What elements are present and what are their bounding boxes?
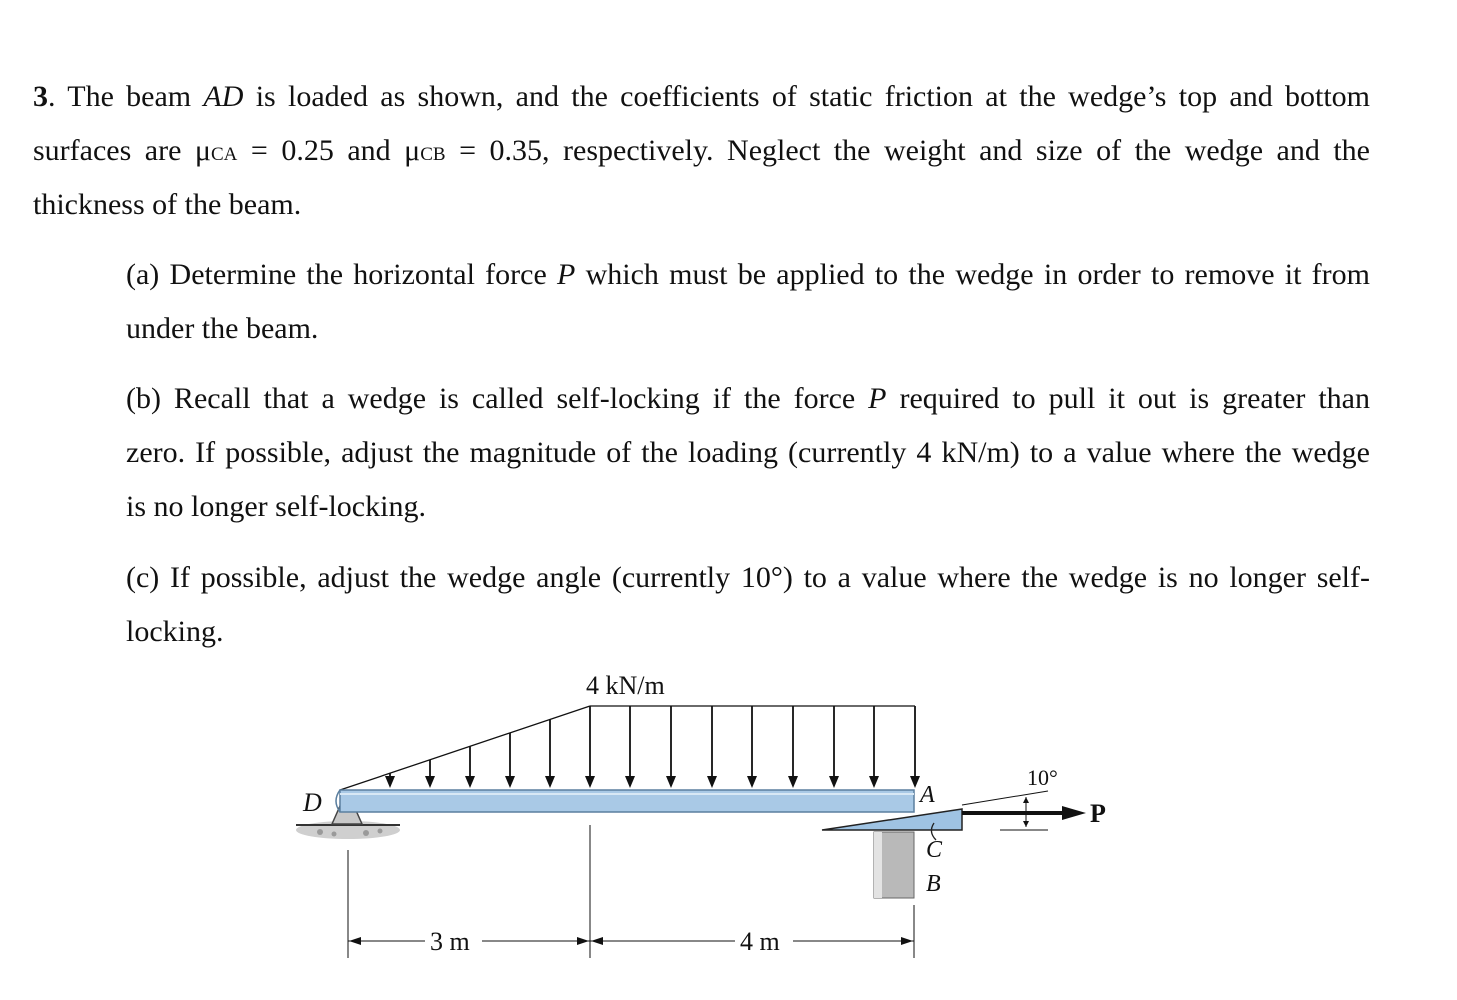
problem-line-3: thickness of the beam.	[33, 188, 302, 221]
ground-gravel	[317, 829, 323, 835]
dim-label-4m: 4 m	[740, 927, 780, 956]
part-b-line-3: is no longer self-locking.	[126, 490, 426, 523]
problem-text: surfaces are	[33, 134, 195, 167]
dim-arrow	[577, 937, 589, 945]
load-arrow-head	[505, 776, 515, 788]
force-label: P	[868, 382, 887, 415]
part-b-text: required to pull it out is greater than	[886, 382, 1370, 415]
mu-symbol: μ	[404, 134, 421, 167]
mu-subscript: CA	[211, 144, 238, 165]
part-a-text: (a) Determine the horizontal force	[126, 258, 558, 291]
dim-arrow	[591, 937, 603, 945]
problem-number: 3	[33, 80, 48, 113]
load-arrow-head	[385, 776, 395, 788]
angle-label: 10°	[1027, 765, 1058, 790]
dim-arrow	[349, 937, 361, 945]
problem-text: is loaded as shown, and the coefficients of static friction at the wedge’s top and bottom	[243, 80, 1370, 113]
load-arrow-head	[625, 776, 635, 788]
label-A: A	[920, 782, 935, 808]
load-arrow-head	[585, 776, 595, 788]
mu-subscript: CB	[420, 144, 446, 165]
mu-symbol: μ	[194, 134, 211, 167]
force-label: P	[557, 258, 576, 291]
load-arrow-head	[788, 776, 798, 788]
part-c-line-1: (c) If possible, adjust the wedge angle (currently 10°) to a value where the wedge is no longer self-	[126, 561, 1370, 594]
load-arrow-head	[425, 776, 435, 788]
part-b-text: (b) Recall that a wedge is called self-locking if the force	[126, 382, 869, 415]
angle-ref-line	[962, 791, 1048, 805]
label-B: B	[926, 871, 941, 897]
load-arrow-head	[666, 776, 676, 788]
angle-arrow-down	[1023, 821, 1029, 827]
part-a-text: which must be applied to the wedge in order to remove it from	[575, 258, 1370, 291]
angle-arrow-up	[1023, 797, 1029, 803]
problem-text: . The beam	[48, 80, 204, 113]
load-label: 4 kN/m	[586, 671, 665, 700]
support-block-shade	[874, 832, 882, 898]
load-arrow-head	[465, 776, 475, 788]
load-arrow-head	[747, 776, 757, 788]
load-arrow-head	[869, 776, 879, 788]
load-arrows	[385, 706, 920, 788]
ground-gravel	[363, 830, 369, 836]
load-arrow-head	[707, 776, 717, 788]
force-P-arrowhead	[1062, 806, 1086, 820]
label-P: P	[1090, 799, 1106, 828]
part-c-line-2: locking.	[126, 615, 224, 648]
load-arrow-head	[545, 776, 555, 788]
beam-label: AD	[203, 80, 244, 113]
load-arrow-head	[829, 776, 839, 788]
label-C: C	[926, 837, 943, 863]
part-b-line-2: zero. If possible, adjust the magnitude of the loading (currently 4 kN/m) to a value where the wedge	[126, 436, 1370, 469]
load-arrow-head	[910, 776, 920, 788]
dim-arrow	[901, 937, 913, 945]
ground-gravel	[378, 829, 383, 834]
problem-text: = 0.35, respectively. Neglect the weight and size of the wedge and the	[445, 134, 1370, 167]
problem-text: = 0.25 and	[237, 134, 405, 167]
dim-label-3m: 3 m	[430, 927, 470, 956]
distributed-load	[340, 706, 920, 790]
ground-gravel	[332, 832, 337, 837]
label-D: D	[303, 788, 322, 817]
part-a-line-2: under the beam.	[126, 312, 319, 345]
